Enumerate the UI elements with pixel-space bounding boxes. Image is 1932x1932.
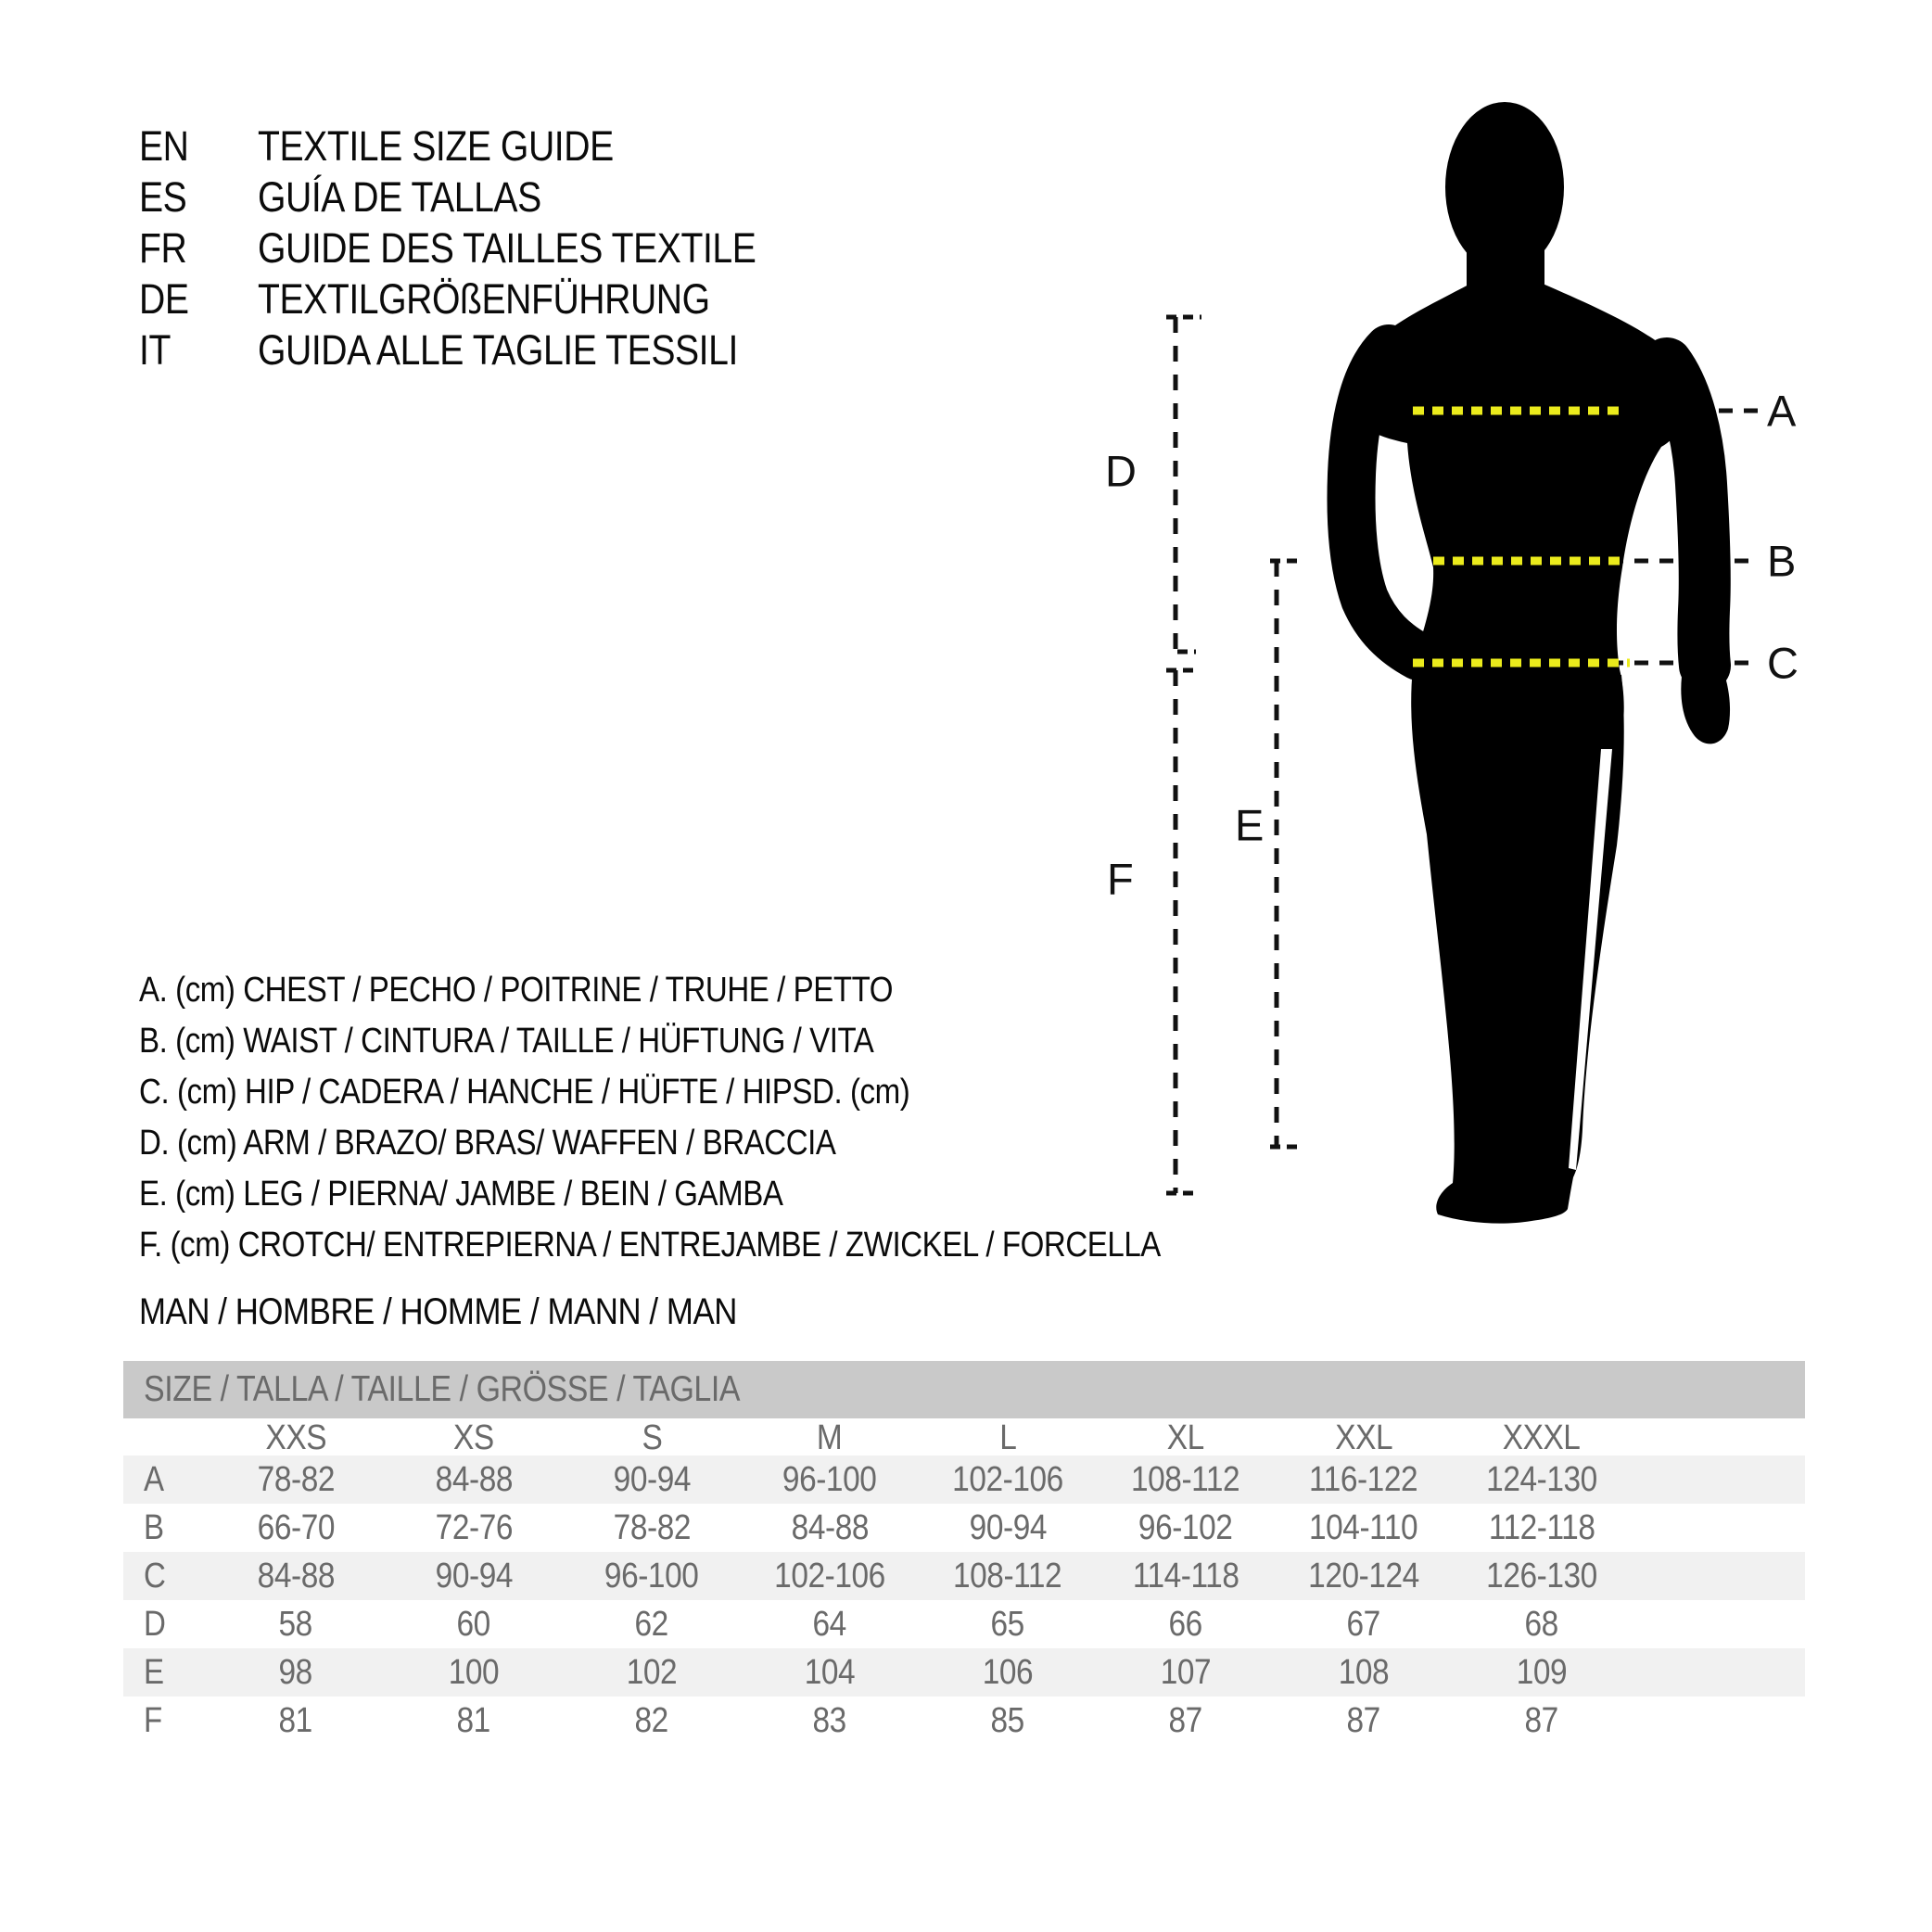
label-arm-d: D <box>1105 446 1137 496</box>
legend-item: A. (cm) CHEST / PECHO / POITRINE / TRUHE / PETTO <box>139 971 894 1010</box>
table-cell: 124-130 <box>1486 1459 1597 1499</box>
table-cell: 66-70 <box>257 1507 335 1547</box>
language-row <box>139 172 831 222</box>
right-arm <box>1667 363 1705 666</box>
size-columns-row <box>123 1418 1805 1455</box>
label-waist-b: B <box>1767 536 1797 586</box>
language-code: DE <box>139 274 189 323</box>
table-cell: 87 <box>1168 1700 1203 1740</box>
table-cell: 96-102 <box>1138 1507 1233 1547</box>
table-cell: 84-88 <box>435 1459 513 1499</box>
table-row <box>123 1648 1805 1697</box>
table-cell: 62 <box>634 1604 669 1644</box>
table-cell: 108-112 <box>1131 1459 1240 1499</box>
table-cell: 108 <box>1338 1652 1390 1692</box>
table-cell: 78-82 <box>257 1459 335 1499</box>
language-title: GUIDE DES TAILLES TEXTILE <box>258 223 756 272</box>
table-cell: 78-82 <box>613 1507 691 1547</box>
table-cell: 65 <box>990 1604 1025 1644</box>
row-label: E <box>144 1652 164 1692</box>
table-row <box>123 1455 1805 1504</box>
language-code: FR <box>139 223 187 272</box>
language-title: GUIDA ALLE TAGLIE TESSILI <box>258 325 738 374</box>
size-column-header: XXS <box>265 1418 326 1457</box>
language-title-block <box>139 121 831 375</box>
legend-item: D. (cm) ARM / BRAZO/ BRAS/ WAFFEN / BRACCIA <box>139 1124 836 1163</box>
table-cell: 68 <box>1524 1604 1559 1644</box>
row-label: A <box>144 1459 164 1499</box>
table-cell: 116-122 <box>1309 1459 1418 1499</box>
size-column-header: XXL <box>1335 1418 1392 1457</box>
language-title: TEXTILGRÖßENFÜHRUNG <box>258 274 710 323</box>
table-cell: 126-130 <box>1486 1556 1597 1595</box>
label-leg-e: E <box>1235 800 1265 850</box>
label-hip-c: C <box>1767 638 1799 688</box>
table-cell: 81 <box>456 1700 491 1740</box>
language-row <box>139 222 831 273</box>
size-column-header: XXXL <box>1503 1418 1581 1457</box>
legend-item: C. (cm) HIP / CADERA / HANCHE / HÜFTE / HIPSD. (cm) <box>139 1073 910 1112</box>
table-cell: 100 <box>448 1652 500 1692</box>
language-row <box>139 121 831 172</box>
table-cell: 87 <box>1524 1700 1559 1740</box>
table-row <box>123 1697 1805 1745</box>
language-row <box>139 324 831 375</box>
table-header-bar <box>123 1361 1805 1418</box>
table-cell: 102-106 <box>774 1556 885 1595</box>
language-code: EN <box>139 121 189 170</box>
row-label: B <box>144 1507 164 1547</box>
language-code: IT <box>139 325 171 374</box>
table-cell: 104 <box>804 1652 856 1692</box>
table-cell: 114-118 <box>1132 1556 1239 1595</box>
category-line <box>139 1290 826 1333</box>
language-title: TEXTILE SIZE GUIDE <box>258 121 614 170</box>
size-column-header: L <box>998 1418 1017 1457</box>
table-cell: 104-110 <box>1309 1507 1418 1547</box>
label-chest-a: A <box>1767 386 1797 436</box>
size-column-header: S <box>642 1418 662 1457</box>
row-label: D <box>144 1604 166 1644</box>
table-cell: 60 <box>456 1604 491 1644</box>
table-cell: 102-106 <box>952 1459 1063 1499</box>
measurement-legend <box>139 965 1314 1271</box>
language-title: GUÍA DE TALLAS <box>258 172 541 221</box>
size-column-header: XL <box>1166 1418 1205 1457</box>
table-cell: 84-88 <box>257 1556 335 1595</box>
language-row <box>139 273 831 324</box>
table-cell: 66 <box>1168 1604 1203 1644</box>
table-cell: 82 <box>634 1700 669 1740</box>
table-cell: 98 <box>278 1652 313 1692</box>
size-column-header: XS <box>453 1418 494 1457</box>
row-label: C <box>144 1556 166 1595</box>
size-column-header: M <box>817 1418 843 1457</box>
table-cell: 102 <box>626 1652 678 1692</box>
table-cell: 87 <box>1346 1700 1381 1740</box>
table-cell: 72-76 <box>435 1507 513 1547</box>
table-cell: 107 <box>1160 1652 1212 1692</box>
table-cell: 90-94 <box>435 1556 513 1595</box>
table-cell: 90-94 <box>969 1507 1047 1547</box>
table-cell: 106 <box>982 1652 1034 1692</box>
legend-item: F. (cm) CROTCH/ ENTREPIERNA / ENTREJAMBE / ZWICKEL / FORCELLA <box>139 1226 1161 1265</box>
size-table <box>123 1361 1805 1745</box>
row-label: F <box>144 1700 162 1740</box>
table-cell: 112-118 <box>1488 1507 1595 1547</box>
table-cell: 120-124 <box>1308 1556 1419 1595</box>
table-cell: 109 <box>1516 1652 1568 1692</box>
legend-item: B. (cm) WAIST / CINTURA / TAILLE / HÜFTUNG / VITA <box>139 1022 874 1061</box>
table-cell: 108-112 <box>953 1556 1062 1595</box>
table-row <box>123 1504 1805 1552</box>
table-rows <box>123 1455 1805 1745</box>
table-cell: 96-100 <box>604 1556 699 1595</box>
table-cell: 96-100 <box>782 1459 877 1499</box>
table-cell: 67 <box>1346 1604 1381 1644</box>
table-cell: 83 <box>812 1700 847 1740</box>
category-text: MAN / HOMBRE / HOMME / MANN / MAN <box>139 1290 737 1332</box>
table-row <box>123 1552 1805 1600</box>
table-cell: 64 <box>812 1604 847 1644</box>
table-cell: 85 <box>990 1700 1025 1740</box>
table-cell: 81 <box>278 1700 313 1740</box>
table-cell: 84-88 <box>791 1507 869 1547</box>
table-row <box>123 1600 1805 1648</box>
table-cell: 58 <box>278 1604 313 1644</box>
label-crotch-f: F <box>1107 854 1134 904</box>
language-code: ES <box>139 172 187 221</box>
table-cell: 90-94 <box>613 1459 691 1499</box>
legend-item: E. (cm) LEG / PIERNA/ JAMBE / BEIN / GAMBA <box>139 1175 783 1214</box>
table-header-title: SIZE / TALLA / TAILLE / GRÖSSE / TAGLIA <box>144 1369 741 1409</box>
